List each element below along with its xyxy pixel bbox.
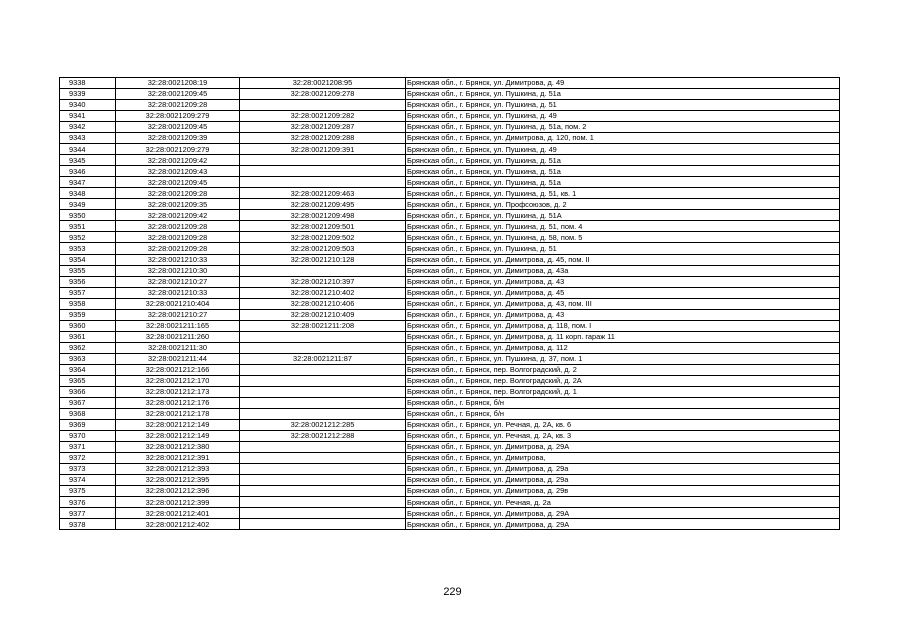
row-number-cell: 9348 xyxy=(60,188,116,199)
address-cell: Брянская обл., г. Брянск, ул. Пушкина, д. 49 xyxy=(406,144,840,155)
related-cadastral-number-cell: 32:28:0021210:402 xyxy=(240,287,406,298)
row-number-cell: 9367 xyxy=(60,397,116,408)
address-cell: Брянская обл., г. Брянск, ул. Димитрова, д. 29А xyxy=(406,442,840,453)
address-cell: Брянская обл., г. Брянск, ул. Профсоюзов, д. 2 xyxy=(406,199,840,210)
related-cadastral-number-cell: 32:28:0021209:463 xyxy=(240,188,406,199)
address-cell: Брянская обл., г. Брянск, ул. Речная, д. 2а xyxy=(406,497,840,508)
cadastral-number-cell: 32:28:0021212:395 xyxy=(116,475,240,486)
table-row xyxy=(60,397,840,408)
table-row xyxy=(60,497,840,508)
related-cadastral-number-cell: 32:28:0021209:287 xyxy=(240,122,406,133)
related-cadastral-number-cell: 32:28:0021209:282 xyxy=(240,111,406,122)
address-cell: Брянская обл., г. Брянск, ул. Пушкина, д. 51а xyxy=(406,166,840,177)
address-cell: Брянская обл., г. Брянск, пер. Волгоградский, д. 2 xyxy=(406,364,840,375)
row-number-cell: 9341 xyxy=(60,111,116,122)
cadastral-number-cell: 32:28:0021211:30 xyxy=(116,342,240,353)
related-cadastral-number-cell: 32:28:0021209:502 xyxy=(240,232,406,243)
row-number-cell: 9364 xyxy=(60,364,116,375)
row-number-cell: 9343 xyxy=(60,133,116,144)
row-number-cell: 9370 xyxy=(60,431,116,442)
cadastral-number-cell: 32:28:0021211:165 xyxy=(116,320,240,331)
table-row xyxy=(60,309,840,320)
row-number-cell: 9368 xyxy=(60,408,116,419)
page-number: 229 xyxy=(443,586,462,598)
row-number-cell: 9375 xyxy=(60,486,116,497)
row-number-cell: 9338 xyxy=(60,78,116,89)
cadastral-number-cell: 32:28:0021212:396 xyxy=(116,486,240,497)
table-row xyxy=(60,353,840,364)
address-cell: Брянская обл., г. Брянск, ул. Димитрова, д. 118, пом. I xyxy=(406,320,840,331)
cadastral-number-cell: 32:28:0021209:28 xyxy=(116,243,240,254)
address-cell: Брянская обл., г. Брянск, ул. Речная, д. 2А, кв. 3 xyxy=(406,431,840,442)
cadastral-number-cell: 32:28:0021210:30 xyxy=(116,265,240,276)
table-row xyxy=(60,331,840,342)
address-cell: Брянская обл., г. Брянск, ул. Пушкина, д. 51, пом. 4 xyxy=(406,221,840,232)
table-row xyxy=(60,320,840,331)
cadastral-number-cell: 32:28:0021212:402 xyxy=(116,519,240,530)
cadastral-number-cell: 32:28:0021212:166 xyxy=(116,364,240,375)
related-cadastral-number-cell xyxy=(240,331,406,342)
table-row xyxy=(60,386,840,397)
address-cell: Брянская обл., г. Брянск, ул. Димитрова, д. 29а xyxy=(406,464,840,475)
related-cadastral-number-cell: 32:28:0021210:128 xyxy=(240,254,406,265)
address-cell: Брянская обл., г. Брянск, ул. Пушкина, д. 51 xyxy=(406,243,840,254)
related-cadastral-number-cell xyxy=(240,364,406,375)
cadastral-number-cell: 32:28:0021212:393 xyxy=(116,464,240,475)
related-cadastral-number-cell: 32:28:0021209:501 xyxy=(240,221,406,232)
table-row xyxy=(60,464,840,475)
table-row xyxy=(60,298,840,309)
table-row xyxy=(60,287,840,298)
related-cadastral-number-cell xyxy=(240,265,406,276)
address-cell: Брянская обл., г. Брянск, ул. Пушкина, д. 37, пом. 1 xyxy=(406,353,840,364)
address-cell: Брянская обл., г. Брянск, б/н xyxy=(406,408,840,419)
row-number-cell: 9354 xyxy=(60,254,116,265)
cadastral-number-cell: 32:28:0021212:149 xyxy=(116,419,240,430)
table-row xyxy=(60,375,840,386)
row-number-cell: 9355 xyxy=(60,265,116,276)
related-cadastral-number-cell: 32:28:0021210:406 xyxy=(240,298,406,309)
table-row xyxy=(60,276,840,287)
address-cell: Брянская обл., г. Брянск, ул. Димитрова, д. 45, пом. II xyxy=(406,254,840,265)
table-row xyxy=(60,177,840,188)
related-cadastral-number-cell: 32:28:0021208:95 xyxy=(240,78,406,89)
registry-table xyxy=(59,77,840,530)
cadastral-number-cell: 32:28:0021212:173 xyxy=(116,386,240,397)
cadastral-number-cell: 32:28:0021212:391 xyxy=(116,453,240,464)
address-cell: Брянская обл., г. Брянск, ул. Димитрова, д. 29А xyxy=(406,519,840,530)
row-number-cell: 9339 xyxy=(60,89,116,100)
address-cell: Брянская обл., г. Брянск, ул. Димитрова, д. 49 xyxy=(406,78,840,89)
related-cadastral-number-cell xyxy=(240,408,406,419)
related-cadastral-number-cell xyxy=(240,166,406,177)
address-cell: Брянская обл., г. Брянск, ул. Пушкина, д. 51а xyxy=(406,177,840,188)
row-number-cell: 9366 xyxy=(60,386,116,397)
registry-body xyxy=(60,78,840,530)
cadastral-number-cell: 32:28:0021209:28 xyxy=(116,188,240,199)
cadastral-number-cell: 32:28:0021210:27 xyxy=(116,276,240,287)
address-cell: Брянская обл., г. Брянск, ул. Димитрова, xyxy=(406,453,840,464)
address-cell: Брянская обл., г. Брянск, пер. Волгоградский, д. 2А xyxy=(406,375,840,386)
table-row xyxy=(60,144,840,155)
cadastral-number-cell: 32:28:0021211:44 xyxy=(116,353,240,364)
cadastral-number-cell: 32:28:0021209:43 xyxy=(116,166,240,177)
row-number-cell: 9371 xyxy=(60,442,116,453)
table-row xyxy=(60,453,840,464)
address-cell: Брянская обл., г. Брянск, ул. Димитрова, д. 43 xyxy=(406,309,840,320)
row-number-cell: 9377 xyxy=(60,508,116,519)
cadastral-number-cell: 32:28:0021212:401 xyxy=(116,508,240,519)
address-cell: Брянская обл., г. Брянск, ул. Димитрова, д. 43а xyxy=(406,265,840,276)
table-row xyxy=(60,364,840,375)
related-cadastral-number-cell: 32:28:0021210:409 xyxy=(240,309,406,320)
table-row xyxy=(60,166,840,177)
table-row xyxy=(60,199,840,210)
cadastral-number-cell: 32:28:0021209:45 xyxy=(116,89,240,100)
table-row xyxy=(60,486,840,497)
cadastral-number-cell: 32:28:0021212:380 xyxy=(116,442,240,453)
related-cadastral-number-cell: 32:28:0021209:503 xyxy=(240,243,406,254)
address-cell: Брянская обл., г. Брянск, ул. Пушкина, д. 51а xyxy=(406,155,840,166)
related-cadastral-number-cell xyxy=(240,177,406,188)
row-number-cell: 9353 xyxy=(60,243,116,254)
address-cell: Брянская обл., г. Брянск, ул. Пушкина, д. 51 xyxy=(406,100,840,111)
table-row xyxy=(60,408,840,419)
row-number-cell: 9358 xyxy=(60,298,116,309)
related-cadastral-number-cell xyxy=(240,155,406,166)
table-row xyxy=(60,265,840,276)
cadastral-number-cell: 32:28:0021210:33 xyxy=(116,287,240,298)
cadastral-number-cell: 32:28:0021212:178 xyxy=(116,408,240,419)
row-number-cell: 9372 xyxy=(60,453,116,464)
row-number-cell: 9340 xyxy=(60,100,116,111)
table-row xyxy=(60,442,840,453)
address-cell: Брянская обл., г. Брянск, ул. Димитрова, д. 11 корп. гараж 11 xyxy=(406,331,840,342)
related-cadastral-number-cell: 32:28:0021211:208 xyxy=(240,320,406,331)
table-row xyxy=(60,431,840,442)
row-number-cell: 9345 xyxy=(60,155,116,166)
address-cell: Брянская обл., г. Брянск, пер. Волгоградский, д. 1 xyxy=(406,386,840,397)
related-cadastral-number-cell xyxy=(240,464,406,475)
table-row xyxy=(60,155,840,166)
address-cell: Брянская обл., г. Брянск, ул. Димитрова, д. 43 xyxy=(406,276,840,287)
address-cell: Брянская обл., г. Брянск, ул. Пушкина, д. 58, пом. 5 xyxy=(406,232,840,243)
cadastral-number-cell: 32:28:0021209:28 xyxy=(116,232,240,243)
row-number-cell: 9359 xyxy=(60,309,116,320)
related-cadastral-number-cell xyxy=(240,508,406,519)
table-row xyxy=(60,475,840,486)
related-cadastral-number-cell: 32:28:0021209:288 xyxy=(240,133,406,144)
related-cadastral-number-cell: 32:28:0021209:495 xyxy=(240,199,406,210)
row-number-cell: 9376 xyxy=(60,497,116,508)
row-number-cell: 9363 xyxy=(60,353,116,364)
related-cadastral-number-cell xyxy=(240,375,406,386)
cadastral-number-cell: 32:28:0021210:404 xyxy=(116,298,240,309)
row-number-cell: 9378 xyxy=(60,519,116,530)
related-cadastral-number-cell xyxy=(240,342,406,353)
related-cadastral-number-cell: 32:28:0021209:391 xyxy=(240,144,406,155)
table-row xyxy=(60,232,840,243)
table-row xyxy=(60,254,840,265)
address-cell: Брянская обл., г. Брянск, ул. Пушкина, д. 49 xyxy=(406,111,840,122)
row-number-cell: 9352 xyxy=(60,232,116,243)
cadastral-number-cell: 32:28:0021209:42 xyxy=(116,210,240,221)
cadastral-number-cell: 32:28:0021211:260 xyxy=(116,331,240,342)
cadastral-number-cell: 32:28:0021209:279 xyxy=(116,144,240,155)
row-number-cell: 9373 xyxy=(60,464,116,475)
related-cadastral-number-cell xyxy=(240,453,406,464)
table-row xyxy=(60,508,840,519)
row-number-cell: 9350 xyxy=(60,210,116,221)
cadastral-number-cell: 32:28:0021212:176 xyxy=(116,397,240,408)
table-row xyxy=(60,210,840,221)
row-number-cell: 9365 xyxy=(60,375,116,386)
row-number-cell: 9374 xyxy=(60,475,116,486)
table-row xyxy=(60,133,840,144)
related-cadastral-number-cell: 32:28:0021211:87 xyxy=(240,353,406,364)
related-cadastral-number-cell xyxy=(240,519,406,530)
table-row xyxy=(60,111,840,122)
table-row xyxy=(60,188,840,199)
related-cadastral-number-cell: 32:28:0021209:278 xyxy=(240,89,406,100)
row-number-cell: 9347 xyxy=(60,177,116,188)
related-cadastral-number-cell xyxy=(240,475,406,486)
related-cadastral-number-cell xyxy=(240,442,406,453)
address-cell: Брянская обл., г. Брянск, ул. Димитрова, д. 29а xyxy=(406,475,840,486)
related-cadastral-number-cell xyxy=(240,486,406,497)
cadastral-number-cell: 32:28:0021212:399 xyxy=(116,497,240,508)
row-number-cell: 9346 xyxy=(60,166,116,177)
address-cell: Брянская обл., г. Брянск, ул. Димитрова, д. 112 xyxy=(406,342,840,353)
row-number-cell: 9362 xyxy=(60,342,116,353)
row-number-cell: 9360 xyxy=(60,320,116,331)
row-number-cell: 9356 xyxy=(60,276,116,287)
cadastral-number-cell: 32:28:0021212:149 xyxy=(116,431,240,442)
table-row xyxy=(60,342,840,353)
address-cell: Брянская обл., г. Брянск, б/н xyxy=(406,397,840,408)
related-cadastral-number-cell xyxy=(240,100,406,111)
related-cadastral-number-cell xyxy=(240,386,406,397)
cadastral-number-cell: 32:28:0021209:45 xyxy=(116,122,240,133)
address-cell: Брянская обл., г. Брянск, ул. Пушкина, д. 51, кв. 1 xyxy=(406,188,840,199)
address-cell: Брянская обл., г. Брянск, ул. Димитрова, д. 29в xyxy=(406,486,840,497)
cadastral-number-cell: 32:28:0021209:45 xyxy=(116,177,240,188)
cadastral-number-cell: 32:28:0021210:27 xyxy=(116,309,240,320)
row-number-cell: 9361 xyxy=(60,331,116,342)
table-row xyxy=(60,221,840,232)
cadastral-number-cell: 32:28:0021210:33 xyxy=(116,254,240,265)
address-cell: Брянская обл., г. Брянск, ул. Димитрова, д. 120, пом. 1 xyxy=(406,133,840,144)
address-cell: Брянская обл., г. Брянск, ул. Пушкина, д. 51а, пом. 2 xyxy=(406,122,840,133)
related-cadastral-number-cell: 32:28:0021210:397 xyxy=(240,276,406,287)
cadastral-number-cell: 32:28:0021209:279 xyxy=(116,111,240,122)
cadastral-number-cell: 32:28:0021208:19 xyxy=(116,78,240,89)
row-number-cell: 9369 xyxy=(60,419,116,430)
table-row xyxy=(60,78,840,89)
row-number-cell: 9342 xyxy=(60,122,116,133)
related-cadastral-number-cell: 32:28:0021212:288 xyxy=(240,431,406,442)
address-cell: Брянская обл., г. Брянск, ул. Димитрова, д. 43, пом. III xyxy=(406,298,840,309)
cadastral-number-cell: 32:28:0021209:28 xyxy=(116,221,240,232)
row-number-cell: 9351 xyxy=(60,221,116,232)
cadastral-number-cell: 32:28:0021209:35 xyxy=(116,199,240,210)
cadastral-number-cell: 32:28:0021209:39 xyxy=(116,133,240,144)
row-number-cell: 9357 xyxy=(60,287,116,298)
related-cadastral-number-cell: 32:28:0021209:498 xyxy=(240,210,406,221)
address-cell: Брянская обл., г. Брянск, ул. Речная, д. 2А, кв. 6 xyxy=(406,419,840,430)
address-cell: Брянская обл., г. Брянск, ул. Димитрова, д. 45 xyxy=(406,287,840,298)
cadastral-number-cell: 32:28:0021209:28 xyxy=(116,100,240,111)
related-cadastral-number-cell xyxy=(240,497,406,508)
address-cell: Брянская обл., г. Брянск, ул. Димитрова, д. 29А xyxy=(406,508,840,519)
table-row xyxy=(60,519,840,530)
table-row xyxy=(60,419,840,430)
table-row xyxy=(60,243,840,254)
row-number-cell: 9344 xyxy=(60,144,116,155)
address-cell: Брянская обл., г. Брянск, ул. Пушкина, д. 51А xyxy=(406,210,840,221)
cadastral-number-cell: 32:28:0021209:42 xyxy=(116,155,240,166)
related-cadastral-number-cell xyxy=(240,397,406,408)
table-row xyxy=(60,100,840,111)
table-row xyxy=(60,89,840,100)
related-cadastral-number-cell: 32:28:0021212:285 xyxy=(240,419,406,430)
row-number-cell: 9349 xyxy=(60,199,116,210)
cadastral-number-cell: 32:28:0021212:170 xyxy=(116,375,240,386)
table-row xyxy=(60,122,840,133)
address-cell: Брянская обл., г. Брянск, ул. Пушкина, д. 51а xyxy=(406,89,840,100)
